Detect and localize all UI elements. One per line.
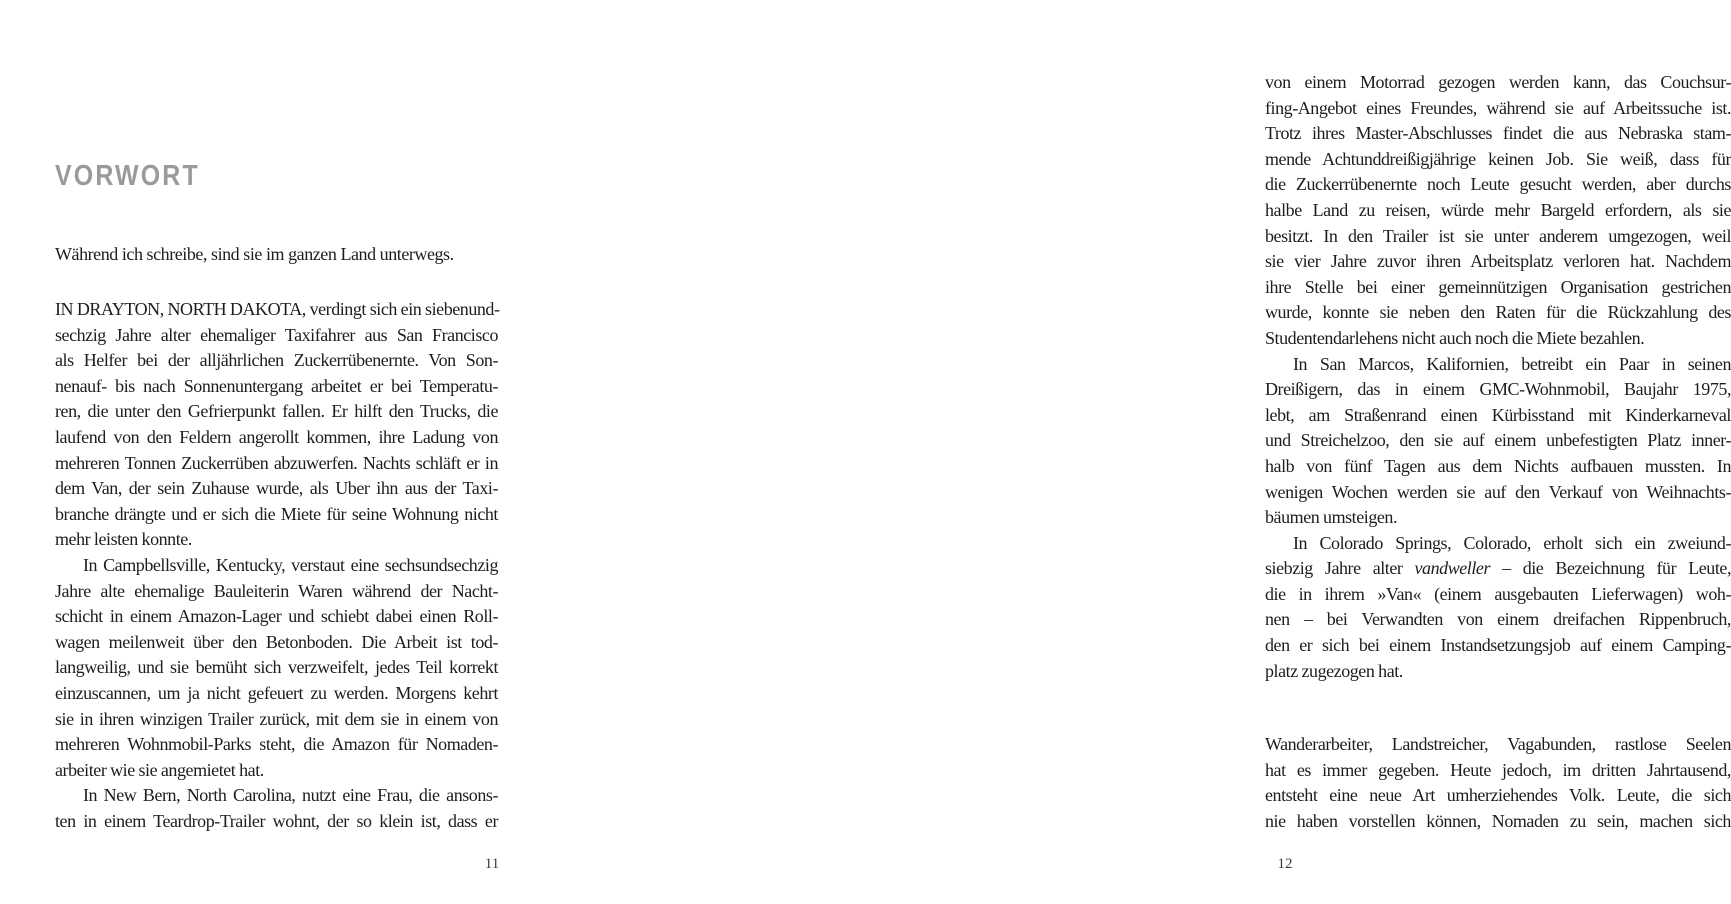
text-line: Dreißigern, das in einem GMC-Wohnmobil, Baujahr 1975,	[1265, 379, 1731, 400]
text-line: lebt, am Straßenrand einen Kürbisstand mit Kinderkarneval	[1265, 404, 1731, 425]
text-line: sechzig Jahre alter ehemaliger Taxifahrer aus San Francisco	[55, 324, 498, 345]
page-right	[600, 0, 1731, 904]
text-line: branche drängte und er sich die Miete für seine Wohnung nicht	[55, 503, 498, 524]
text-line: wagen meilenweit über den Betonboden. Die Arbeit ist tod-	[55, 631, 498, 652]
text-line: mehreren Tonnen Zuckerrüben abzuwerfen. Nachts schläft er in	[55, 452, 498, 473]
text-line: siebzig Jahre alter vandweller – die Bezeichnung für Leute,	[1265, 558, 1731, 579]
text-line: schicht in einem Amazon-Lager und schiebt dabei einen Roll-	[55, 606, 498, 627]
page-number-left: 11	[484, 856, 500, 872]
right-text-block-upper	[1265, 70, 1731, 684]
text-line: ihre Stelle bei einer gemeinnützigen Organisation gestrichen	[1265, 276, 1731, 297]
text-line: In New Bern, North Carolina, nutzt eine Frau, die ansons-	[83, 785, 498, 806]
text-line: entsteht eine neue Art umherziehendes Volk. Leute, die sich	[1265, 785, 1731, 806]
text-line: Studentendarlehens nicht auch noch die Miete bezahlen.	[1265, 327, 1645, 348]
text-line: die in ihrem »Van« (einem ausgebauten Lieferwagen) woh-	[1265, 583, 1731, 604]
text-line: hat es immer gegeben. Heute jedoch, im dritten Jahrtausend,	[1265, 759, 1731, 780]
text-line: und Streichelzoo, den sie auf einem unbefestigten Platz inner-	[1265, 430, 1731, 451]
text-line: besitzt. In den Trailer ist sie unter anderem umgezogen, weil	[1265, 225, 1731, 246]
text-line: wurde, konnte sie neben den Raten für die Rückzahlung des	[1265, 302, 1731, 323]
text-line: Trotz ihres Master-Abschlusses findet die aus Nebraska stam-	[1265, 123, 1731, 144]
text-line: mehreren Wohnmobil-Parks steht, die Amazon für Nomaden-	[55, 734, 498, 755]
text-line: wenigen Wochen werden sie auf den Verkauf von Weihnachts-	[1265, 481, 1731, 502]
text-line: als Helfer bei der alljährlichen Zuckerrübenernte. Von Son-	[55, 350, 498, 371]
text-line: Wanderarbeiter, Landstreicher, Vagabunden, rastlose Seelen	[1265, 734, 1731, 754]
text-line: nenauf- bis nach Sonnenuntergang arbeitet er bei Temperatu-	[55, 375, 498, 396]
text-line: einzuscannen, um ja nicht gefeuert zu werden. Morgens kehrt	[55, 682, 498, 703]
text-line: den er sich bei einem Instandsetzungsjob auf einem Camping-	[1265, 635, 1731, 656]
text-line: fing-Angebot eines Freundes, während sie auf Arbeitssuche ist.	[1265, 97, 1731, 118]
text-line: ten in einem Teardrop-Trailer wohnt, der so klein ist, dass er	[55, 810, 498, 831]
text-line: von einem Motorrad gezogen werden kann, das Couchsur-	[1265, 72, 1731, 92]
text-line: Jahre alte ehemalige Bauleiterin Waren während der Nacht-	[55, 580, 498, 601]
text-line: IN DRAYTON, NORTH DAKOTA, verdingt sich ein siebenund-	[55, 299, 500, 319]
epigraph-line: Während ich schreibe, sind sie im ganzen Land unterwegs.	[55, 244, 454, 264]
epigraph	[55, 242, 498, 268]
text-line: langweilig, und sie bemüht sich verzweifelt, jedes Teil korrekt	[55, 657, 498, 678]
right-text-block-lower	[1265, 732, 1731, 834]
text-line: die Zuckerrübenernte noch Leute gesucht werden, aber durchs	[1265, 174, 1731, 195]
text-line: mende Achtunddreißigjährige keinen Job. Sie weiß, dass für	[1265, 148, 1731, 169]
text-line: nie haben vorstellen können, Nomaden zu sein, machen sich	[1265, 810, 1731, 831]
text-line: sie in ihren winzigen Trailer zurück, mit dem sie in einem von	[55, 708, 498, 729]
page-number-right: 12	[1277, 856, 1293, 872]
chapter-heading: VORWORT	[55, 160, 200, 192]
text-line: mehr leisten konnte.	[55, 529, 192, 550]
text-line: ren, die unter den Gefrierpunkt fallen. Er hilft den Trucks, die	[55, 401, 498, 422]
text-line: laufend von den Feldern angerollt kommen, ihre Ladung von	[55, 426, 498, 447]
text-line: arbeiter wie sie angemietet hat.	[55, 759, 264, 780]
text-line: halb von fünf Tagen aus dem Nichts aufbauen mussten. In	[1265, 455, 1731, 476]
text-line: bäumen umsteigen.	[1265, 507, 1398, 528]
text-line: platz zugezogen hat.	[1265, 660, 1403, 681]
text-line: In Campbellsville, Kentucky, verstaut eine sechsundsechzig	[83, 554, 498, 575]
text-line: In Colorado Springs, Colorado, erholt sich ein zweiund-	[1293, 532, 1731, 553]
left-text-block	[55, 297, 498, 834]
text-line: dem Van, der sein Zuhause wurde, als Uber ihn aus der Taxi-	[55, 478, 498, 499]
text-line: halbe Land zu reisen, würde mehr Bargeld erfordern, als sie	[1265, 199, 1731, 220]
text-line: nen – bei Verwandten von einem dreifachen Rippenbruch,	[1265, 609, 1731, 630]
text-line: sie vier Jahre zuvor ihren Arbeitsplatz verloren hat. Nachdem	[1265, 251, 1731, 272]
text-line: In San Marcos, Kalifornien, betreibt ein Paar in seinen	[1293, 353, 1731, 374]
page-left	[0, 0, 600, 904]
